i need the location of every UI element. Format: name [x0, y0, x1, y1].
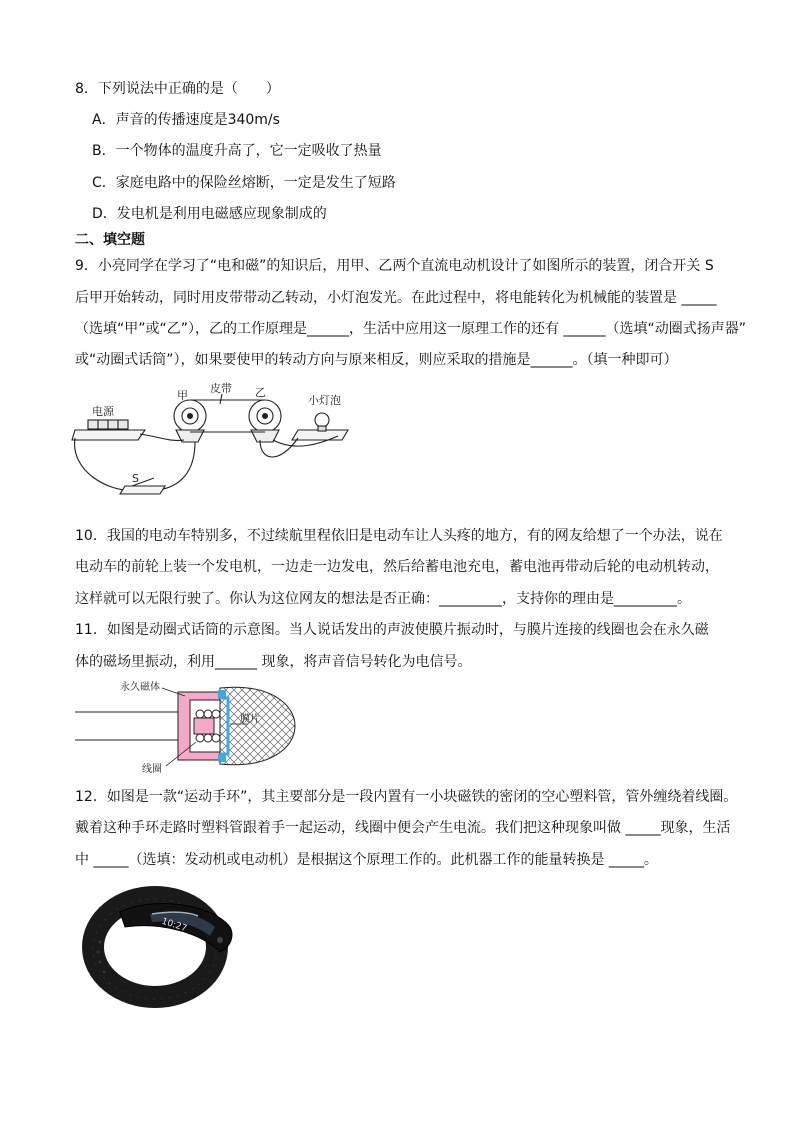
label-magnet: 永久磁体 [120, 682, 160, 693]
band-screen-text: 10:27 [160, 916, 188, 935]
q12-line-1: 12．如图是一款“运动手环”，其主要部分是一段内置有一小块磁铁的密闭的空心塑料管，管外缠绕着线圈。 [75, 789, 738, 805]
label-yi: 乙 [255, 386, 266, 399]
q8-option-d: D．发电机是利用电磁感应现象制成的 [92, 206, 327, 222]
label-bulb: 小灯泡 [308, 394, 341, 407]
q11-figure [70, 678, 310, 778]
label-coil: 线圈 [142, 764, 162, 775]
label-belt: 皮带 [210, 382, 232, 395]
label-jia: 甲 [177, 389, 188, 402]
q9-line-2: 后甲开始转动，同时用皮带带动乙转动，小灯泡发光。在此过程中，将电能转化为机械能的装置是 _____ [75, 290, 717, 306]
q12-line-3: 中 _____（选填：发动机或电动机）是根据这个原理工作的。此机器工作的能量转换是 _____。 [75, 852, 658, 868]
label-power: 电源 [92, 405, 114, 418]
q8-option-b: B．一个物体的温度升高了，它一定吸收了热量 [92, 143, 382, 159]
q10-line-1: 10．我国的电动车特别多，不过续航里程依旧是电动车让人头疼的地方，有的网友给想了一个办法，说在 [75, 528, 723, 544]
q8-stem: 8．下列说法中正确的是（ ） [75, 81, 280, 97]
q9-line-4: 或“动圈式话筒”），如果要使甲的转动方向与原来相反，则应采取的措施是______。（填一种即可） [75, 352, 678, 368]
section-title: 二、填空题 [75, 232, 145, 248]
label-membrane: 膜片 [240, 714, 260, 725]
q9-line-3: （选填“甲”或“乙”），乙的工作原理是______，生活中应用这一原理工作的还有 ______（选填“动圈式扬声器” [75, 321, 746, 337]
q9-line-1: 9．小亮同学在学习了“电和磁”的知识后，用甲、乙两个直流电动机设计了如图所示的装置，闭合开关 S [75, 258, 714, 274]
q10-line-2: 电动车的前轮上装一个发电机，一边走一边发电，然后给蓄电池充电，蓄电池再带动后轮的电动机转动， [75, 559, 719, 575]
q11-line-1: 11．如图是动圈式话筒的示意图。当人说话发出的声波使膜片振动时，与膜片连接的线圈也会在永久磁 [75, 622, 709, 638]
q8-option-c: C．家庭电路中的保险丝熔断，一定是发生了短路 [92, 175, 396, 191]
q9-figure [70, 382, 370, 512]
q12-line-2: 戴着这种手环走路时塑料管跟着手一起运动，线圈中便会产生电流。我们把这种现象叫做 _____现象，生活 [75, 820, 731, 836]
label-switch: S [132, 472, 139, 485]
q8-option-a: A．声音的传播速度是340m/s [92, 112, 280, 128]
q11-line-2: 体的磁场里振动，利用______ 现象，将声音信号转化为电信号。 [75, 654, 472, 670]
q12-band-figure [80, 882, 250, 1012]
q10-line-3: 这样就可以无限行驶了。你认为这位网友的想法是否正确：_________，支持你的理由是_________。 [75, 591, 691, 607]
